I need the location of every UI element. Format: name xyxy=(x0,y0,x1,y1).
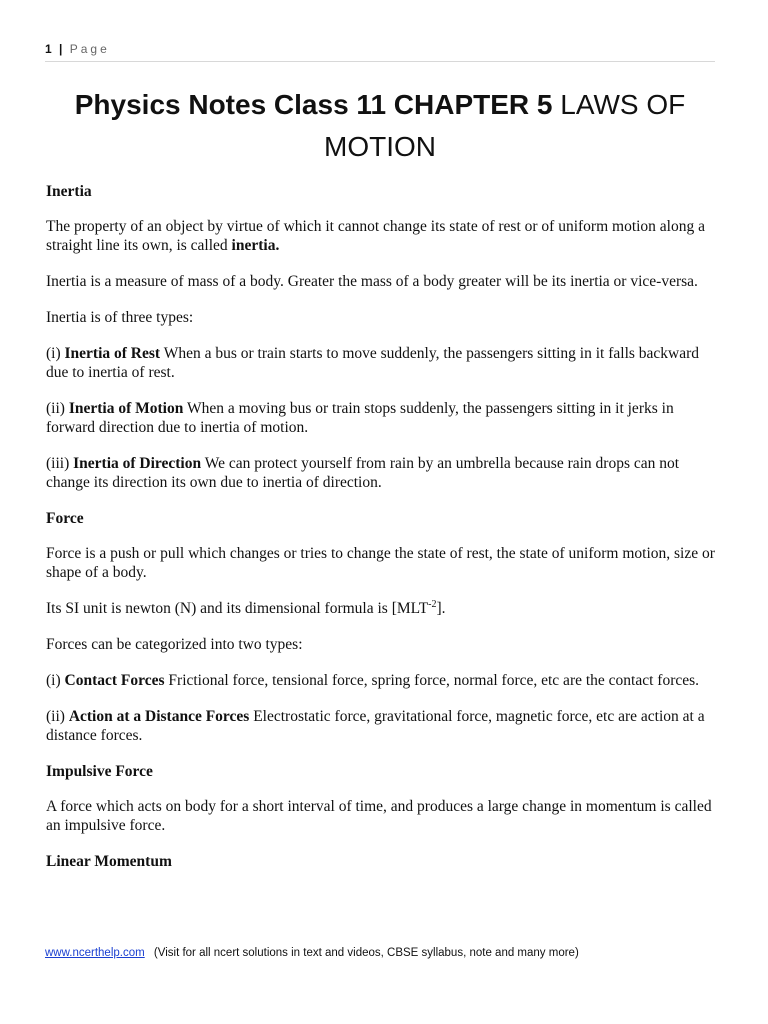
page-separator: | xyxy=(59,42,64,56)
list-text: Electrostatic force, gravitational force, magnetic force, etc are action at a distance forces. xyxy=(46,708,705,744)
list-prefix: (i) xyxy=(46,345,61,362)
list-prefix: (ii) xyxy=(46,708,65,725)
header-divider xyxy=(45,61,715,62)
list-term: Inertia of Motion xyxy=(68,400,184,417)
footer-link[interactable]: www.ncerthelp.com xyxy=(45,947,145,959)
list-text: Frictional force, tensional force, spring force, normal force, etc are the contact forces. xyxy=(168,672,700,689)
si-text: Its SI unit is newton (N) and its dimensional formula is [MLT xyxy=(46,600,429,617)
impulsive-definition: A force which acts on body for a short interval of time, and produces a large change in momentum is called an impulsive force. xyxy=(46,798,712,834)
list-term: Inertia of Rest xyxy=(64,345,161,362)
inertia-definition-text: The property of an object by virtue of which it cannot change its state of rest or of uniform motion along a straight line its own, is called xyxy=(46,218,705,254)
title-rest: LAWS OF MOTION xyxy=(324,89,686,162)
title-lead: Physics Notes Class 11 CHAPTER 5 xyxy=(74,89,553,120)
list-prefix: (i) xyxy=(46,672,61,689)
force-type-distance xyxy=(46,707,718,745)
inertia-type-rest xyxy=(46,344,718,382)
momentum-heading: Linear Momentum xyxy=(46,853,172,870)
si-exponent: -2 xyxy=(428,599,437,610)
force-definition: Force is a push or pull which changes or tries to change the state of rest, the state of uniform motion, size or shape of a body. xyxy=(46,545,715,581)
list-term: Action at a Distance Forces xyxy=(68,708,250,725)
si-end: ]. xyxy=(436,600,446,617)
inertia-mass-paragraph: Inertia is a measure of mass of a body. Greater the mass of a body greater will be its inertia or vice-versa. xyxy=(46,273,698,290)
inertia-heading: Inertia xyxy=(46,183,92,200)
page-number: 1 xyxy=(45,42,53,56)
inertia-types-intro: Inertia is of three types: xyxy=(46,309,194,326)
list-text: When a bus or train starts to move suddenly, the passengers sitting in it falls backward due to inertia of rest. xyxy=(46,345,700,381)
list-prefix: (iii) xyxy=(46,455,70,472)
list-text: When a moving bus or train stops suddenly, the passengers sitting in it jerks in forward direction due to inertia of motion. xyxy=(46,400,674,436)
inertia-term: inertia. xyxy=(231,237,280,254)
list-term: Inertia of Direction xyxy=(73,455,202,472)
list-term: Contact Forces xyxy=(64,672,165,689)
force-type-contact xyxy=(46,671,718,690)
page-label: Page xyxy=(69,42,110,56)
page-title xyxy=(45,84,715,168)
force-si-unit xyxy=(46,599,718,618)
page-header xyxy=(45,42,715,56)
force-types-intro: Forces can be categorized into two types: xyxy=(46,636,303,653)
inertia-type-motion xyxy=(46,399,718,437)
list-text: We can protect yourself from rain by an umbrella because rain drops can not change its direction its own due to inertia of direction. xyxy=(46,455,680,491)
force-heading: Force xyxy=(46,510,84,527)
footer-note: (Visit for all ncert solutions in text and videos, CBSE syllabus, note and many more) xyxy=(153,947,579,959)
page-footer xyxy=(45,947,715,959)
impulsive-heading: Impulsive Force xyxy=(46,763,153,780)
inertia-type-direction xyxy=(46,454,718,492)
document-body xyxy=(46,182,718,887)
inertia-definition xyxy=(46,217,718,255)
list-prefix: (ii) xyxy=(46,400,65,417)
